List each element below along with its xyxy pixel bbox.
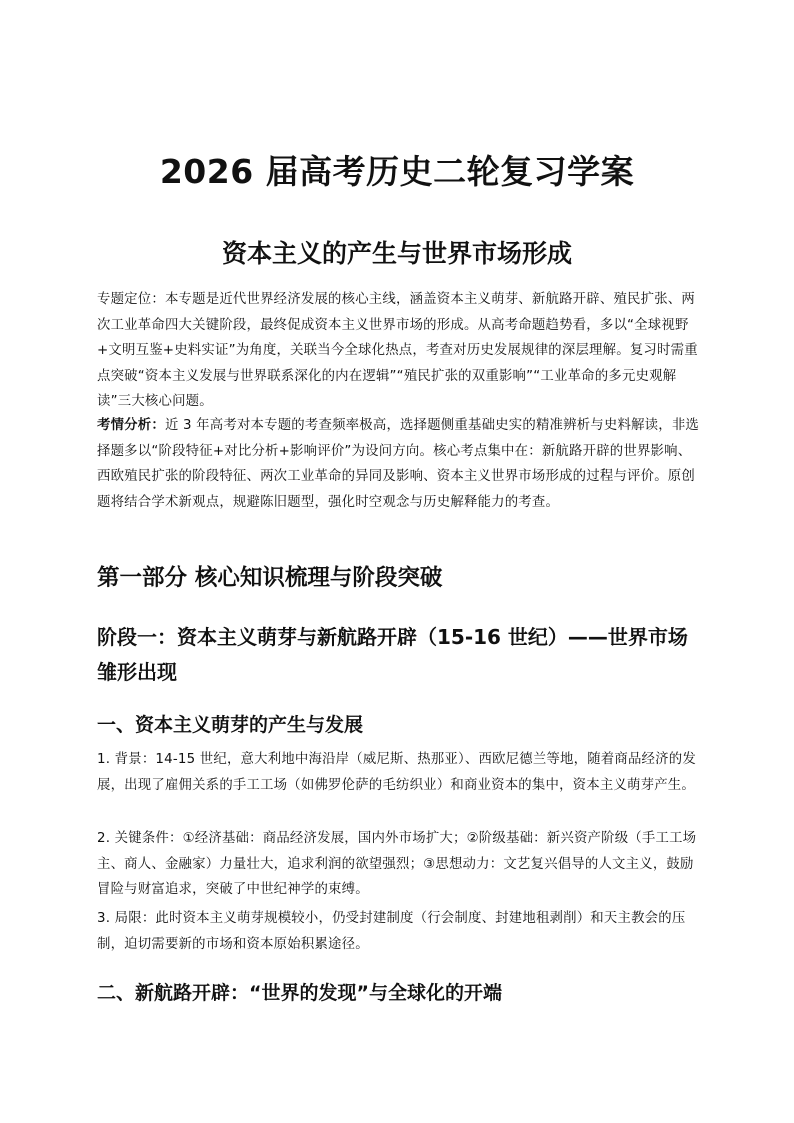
document-subtitle: 资本主义的产生与世界市场形成 [221,238,572,268]
document-title: 2026 届高考历史二轮复习学案 [159,152,635,192]
part-one-heading: 第一部分 核心知识梳理与阶段突破 [97,565,443,591]
stage-one-heading: 阶段一：资本主义萌芽与新航路开辟（15-16 世纪）——世界市场雏形出现 [97,625,688,684]
section-two-heading: 二、新航路开辟：“世界的发现”与全球化的开端 [97,982,502,1004]
section-one-item-conditions: 2. 关键条件：①经济基础：商品经济发展，国内外市场扩大；②阶级基础：新兴资产阶级（手工工场主、商人、金融家）力量壮大，追求利润的欲望强烈；③思想动力：文艺复兴倡导的人文主义，鼓励冒险与财富追求，突破了中世纪神学的束缚。 [97,831,697,897]
section-one-item-background: 1. 背景：14-15 世纪，意大利地中海沿岸（威尼斯、热那亚）、西欧尼德兰等地，随着商品经济的发展，出现了雇佣关系的手工工场（如佛罗伦萨的毛纺织业）和商业资本的集中，资本主义萌芽产生。 [97,752,696,793]
section-one-heading: 一、资本主义萌芽的产生与发展 [97,714,364,736]
exam-analysis-paragraph [97,413,702,515]
topic-positioning-paragraph [97,287,702,415]
topic-positioning-label: 专题定位： [97,292,165,307]
exam-analysis-text: 近 3 年高考对本专题的考查频率极高，选择题侧重基础史实的精准辨析与史料解读，非选择题多以“阶段特征+对比分析+影响评价”为设问方向。核心考点集中在：新航路开辟的世界影响、西欧殖民扩张的阶段特征、两次工业革命的异同及影响、资本主义世界市场形成的过程与评价。原创题将结合学术新观点，规避陈旧题型，强化时空观念与历史解释能力的考查。 [97,418,700,510]
topic-positioning-text: 本专题是近代世界经济发展的核心主线，涵盖资本主义萌芽、新航路开辟、殖民扩张、两次工业革命四大关键阶段，最终促成资本主义世界市场的形成。从高考命题趋势看，多以“全球视野+文明互鉴+史料实证”为角度，关联当今全球化热点，考查对历史发展规律的深层理解。复习时需重点突破“资本主义发展与世界联系深化的内在逻辑”“殖民扩张的双重影响”“工业革命的多元史观解读”三大核心问题。 [97,292,698,409]
section-one-item-limitations: 3. 局限：此时资本主义萌芽规模较小，仍受封建制度（行会制度、封建地租剥削）和天主教会的压制，迫切需要新的市场和资本原始积累途径。 [97,911,686,952]
exam-analysis-label: 考情分析： [97,418,165,433]
